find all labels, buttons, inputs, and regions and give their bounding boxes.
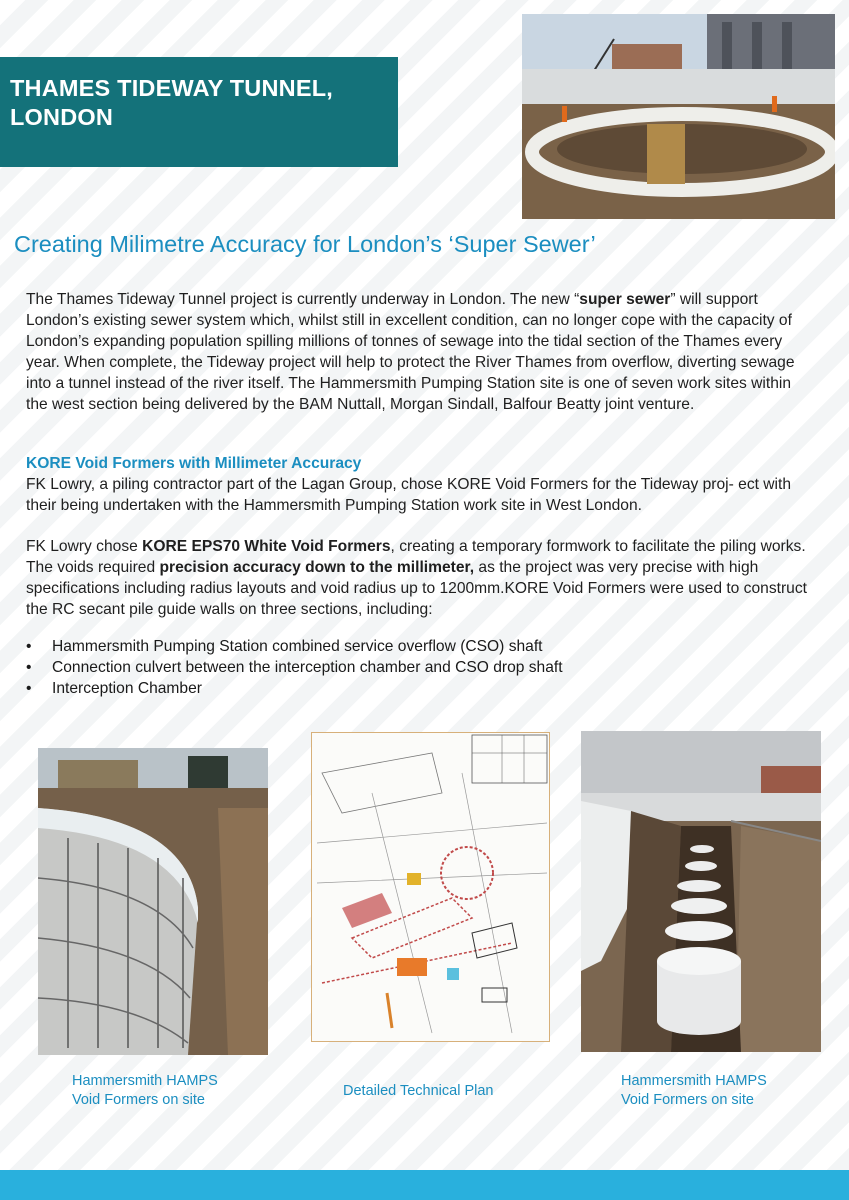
title-line-1: THAMES TIDEWAY TUNNEL, bbox=[10, 75, 333, 101]
list-item: • Connection culvert between the interception chamber and CSO drop shaft bbox=[26, 657, 563, 678]
footer-bar bbox=[0, 1170, 849, 1200]
site-photo-right bbox=[581, 731, 821, 1052]
intro-bold-super-sewer: super sewer bbox=[579, 291, 671, 308]
site-photo-left bbox=[38, 748, 268, 1055]
caption-right bbox=[621, 1072, 767, 1110]
void-formers-section bbox=[26, 453, 816, 516]
intro-text-2: ” will support London’s existing sewer system which, whilst still in excellent condition, can no longer cope with the capacity of London’s expanding population spilling millions of tonnes of sewage into the tidal section of the Thames every year. When complete, the Tideway project will help to protect the River Thames from overflow, diverting sewage into a tunnel instead of the river itself. The Hammersmith Pumping Station site is one of seven work sites within the west section being delivered by the BAM Nuttall, Morgan Sindall, Balfour Beatty joint venture. bbox=[26, 291, 795, 413]
title-line-2: LONDON bbox=[10, 104, 114, 130]
intro-text-1: The Thames Tideway Tunnel project is currently underway in London. The new “ bbox=[26, 291, 580, 308]
list-item: • Interception Chamber bbox=[26, 678, 563, 699]
caption-right-line-1: Hammersmith HAMPS bbox=[621, 1073, 767, 1089]
eps70-bold-product: KORE EPS70 White Void Formers bbox=[142, 538, 391, 555]
section-list bbox=[26, 636, 563, 699]
caption-right-line-2: Void Formers on site bbox=[621, 1092, 754, 1108]
eps70-bold-precision: precision accuracy down to the millimeter, bbox=[159, 559, 475, 576]
technical-plan-image bbox=[311, 732, 550, 1042]
title-banner bbox=[0, 57, 398, 167]
eps70-paragraph bbox=[26, 536, 816, 620]
section-subheading: KORE Void Formers with Millimeter Accuracy bbox=[26, 455, 362, 472]
site-photo-top bbox=[522, 14, 835, 219]
caption-left-line-2: Void Formers on site bbox=[72, 1092, 205, 1108]
eps70-text-3: as the project was very precise with high specifications including radius layouts and void radius up to 1200mm.KORE Void Formers were used to construct the RC secant pile guide walls on three sections, including: bbox=[26, 559, 807, 618]
caption-left-line-1: Hammersmith HAMPS bbox=[72, 1073, 218, 1089]
page-heading: Creating Milimetre Accuracy for London’s ‘Super Sewer’ bbox=[14, 231, 596, 257]
eps70-text-1: FK Lowry chose bbox=[26, 538, 143, 555]
list-item: • Hammersmith Pumping Station combined service overflow (CSO) shaft bbox=[26, 636, 563, 657]
eps70-text-2: , creating a temporary formwork to facilitate the piling works. The voids required bbox=[26, 538, 806, 576]
section-text: FK Lowry, a piling contractor part of the Lagan Group, chose KORE Void Formers for the Tideway proj- ect with their being undertaken with the Hammersmith Pumping Station work site in West London. bbox=[26, 476, 792, 514]
intro-paragraph bbox=[26, 289, 816, 415]
caption-center: Detailed Technical Plan bbox=[343, 1083, 494, 1099]
caption-left bbox=[72, 1072, 218, 1110]
